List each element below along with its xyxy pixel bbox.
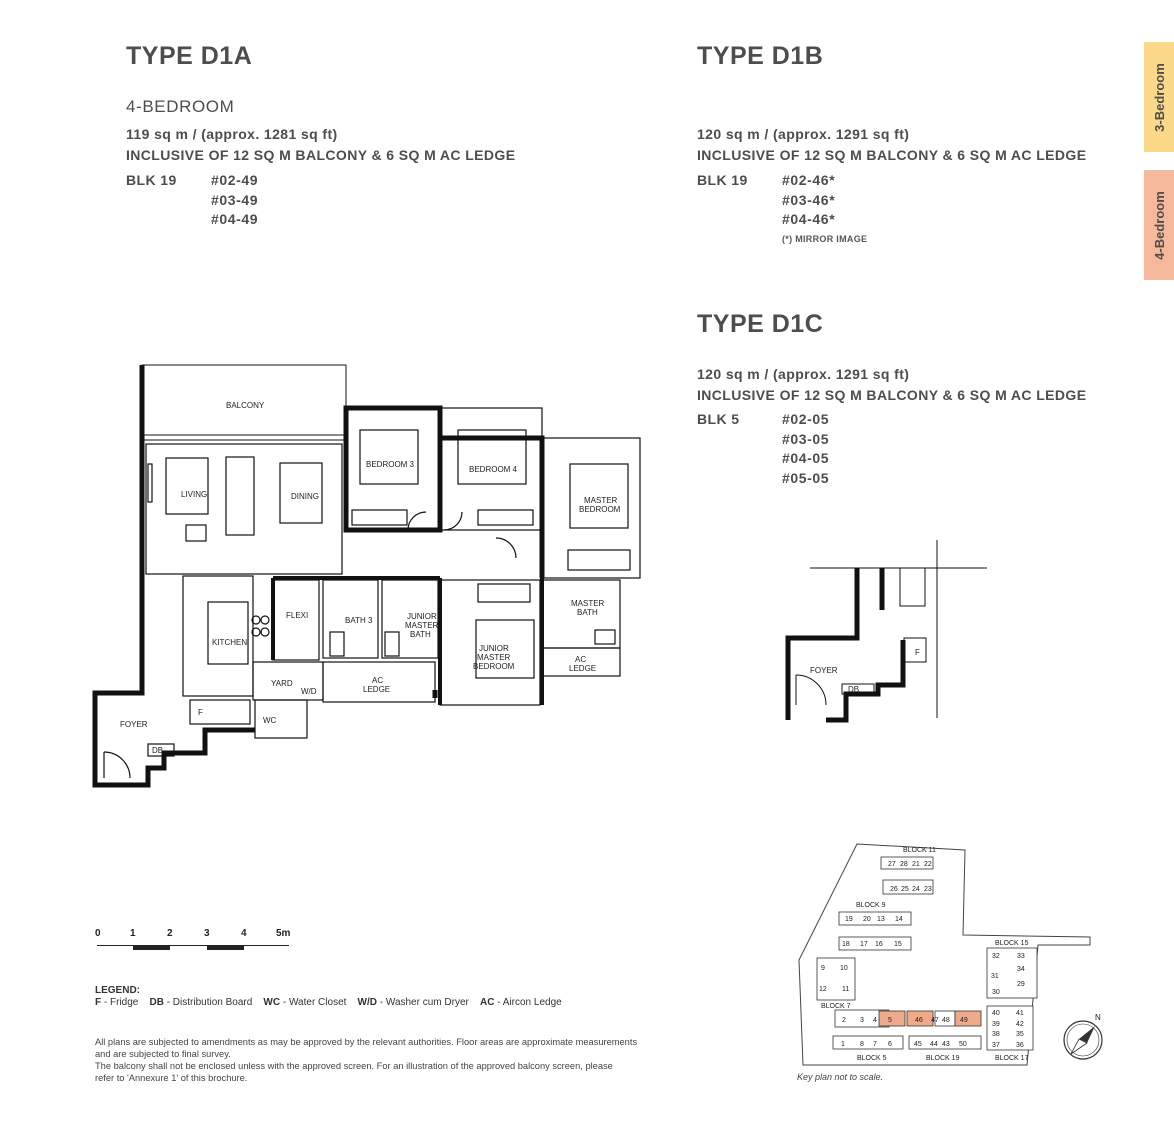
db-label: DB: [152, 746, 164, 755]
armchair: [186, 525, 206, 541]
ac-ledge-2-label-2: LEDGE: [569, 664, 597, 673]
flexi-outline: [273, 580, 319, 660]
keyplan-unit: 42: [1016, 1021, 1024, 1028]
ac-ledge-label-1: AC: [372, 676, 384, 685]
flexi-label: FLEXI: [286, 611, 309, 620]
type-d1a-bedroom-count: 4-BEDROOM: [126, 97, 235, 116]
unit-number: #04-49: [211, 211, 259, 227]
scale-tick: 5m: [276, 928, 291, 939]
keyplan-unit: 47: [931, 1017, 939, 1024]
unit-number: #03-49: [211, 191, 259, 208]
mirror-image-note: (*) MIRROR IMAGE: [782, 234, 868, 244]
keyplan-unit: 40: [992, 1010, 1000, 1017]
unit-number: #03-05: [782, 430, 830, 447]
key-plan: [795, 840, 1115, 1070]
keyplan-block-label: BLOCK 19: [926, 1055, 960, 1062]
keyplan-unit: 7: [873, 1041, 877, 1048]
keyplan-unit: 8: [860, 1041, 864, 1048]
keyplan-unit: 30: [992, 989, 1000, 996]
footnote-line: The balcony shall not be enclosed unless with the approved screen. For an illustration of the approved balcony screen, please: [95, 1061, 613, 1071]
foyer-label: FOYER: [120, 720, 148, 729]
d1c-db-label: DB: [848, 685, 860, 694]
ac-ledge-label-2: LEDGE: [363, 685, 391, 694]
keyplan-unit: 11: [842, 986, 850, 993]
keyplan-unit: 19: [845, 916, 853, 923]
footnote-line: and are subjected to final survey.: [95, 1049, 231, 1059]
keyplan-unit: 49: [960, 1017, 968, 1024]
keyplan-unit: 14: [895, 916, 903, 923]
keyplan-highlight-unit: [879, 1011, 905, 1026]
dining-label: DINING: [291, 492, 319, 501]
type-d1a-inclusive: INCLUSIVE OF 12 SQ M BALCONY & 6 SQ M AC LEDGE: [126, 147, 516, 163]
type-d1c-area: 120 sq m / (approx. 1291 sq ft): [697, 366, 910, 382]
compass-icon: [1064, 1013, 1102, 1059]
type-d1b-unit-list: [782, 171, 835, 230]
junior-bedroom-label-1: JUNIOR: [479, 644, 509, 653]
junior-master-bedroom-outline: [440, 580, 540, 705]
unit-number: #02-49: [211, 172, 259, 188]
unit-number: #02-46*: [782, 172, 836, 188]
footnotes: [95, 1036, 735, 1084]
floor-plan-d1c-partial: [780, 540, 995, 725]
keyplan-unit: 45: [914, 1041, 922, 1048]
scale-bar: [95, 928, 295, 958]
master-bedroom-label-1: MASTER: [584, 496, 618, 505]
bed-3: [360, 430, 418, 484]
keyplan-unit: 38: [992, 1031, 1000, 1038]
keyplan-unit: 35: [1016, 1031, 1024, 1038]
scale-tick: 1: [130, 928, 136, 939]
kitchen-outline: [183, 576, 253, 696]
keyplan-block-label: BLOCK 15: [995, 940, 1029, 947]
keyplan-unit: 43: [942, 1041, 950, 1048]
junior-bath-label-2: MASTER: [405, 621, 439, 630]
type-d1a-area: 119 sq m / (approx. 1281 sq ft): [126, 126, 338, 142]
keyplan-unit: 10: [840, 965, 848, 972]
keyplan-unit: 33: [1017, 953, 1025, 960]
keyplan-unit: 29: [1017, 981, 1025, 988]
keyplan-unit: 21: [912, 861, 920, 868]
legend-item: W/D - Washer cum Dryer: [357, 997, 469, 1008]
keyplan-unit: 27: [888, 861, 896, 868]
type-d1c-block: BLK 5: [697, 411, 740, 427]
footnote-line: All plans are subjected to amendments as may be approved by the relevant authorities. Floor areas are approximate measurements: [95, 1037, 638, 1047]
yard-label: YARD: [271, 679, 293, 688]
keyplan-unit: 20: [863, 916, 871, 923]
scale-tick: 3: [204, 928, 210, 939]
balcony-label: BALCONY: [226, 401, 265, 410]
unit-number: #03-46*: [782, 191, 836, 208]
unit-number: #02-05: [782, 411, 830, 427]
unit-number: #04-46*: [782, 211, 836, 227]
keyplan-block-label: BLOCK 5: [857, 1055, 887, 1062]
unit-number: #05-05: [782, 469, 830, 486]
bedroom-4-label: BEDROOM 4: [469, 465, 518, 474]
legend-item: DB - Distribution Board: [149, 997, 253, 1008]
scale-tick: 0: [95, 928, 101, 939]
north-label: N: [1095, 1013, 1101, 1022]
keyplan-unit: 4: [873, 1017, 877, 1024]
keyplan-block-label: BLOCK 7: [821, 1003, 851, 1010]
keyplan-unit: 15: [894, 941, 902, 948]
keyplan-unit: 13: [877, 916, 885, 923]
tab-4-bedroom-label: 4-Bedroom: [1151, 190, 1167, 260]
type-d1c-inclusive: INCLUSIVE OF 12 SQ M BALCONY & 6 SQ M AC LEDGE: [697, 387, 1087, 403]
legend-item: F - Fridge: [95, 997, 139, 1008]
keyplan-unit: 28: [900, 861, 908, 868]
junior-bedroom-label-2: MASTER: [477, 653, 511, 662]
scale-tick: 2: [167, 928, 173, 939]
type-d1c-unit-list: [782, 410, 829, 488]
keyplan-highlight-unit: [955, 1011, 981, 1026]
keyplan-unit: 16: [875, 941, 883, 948]
scale-tick: 4: [241, 928, 247, 939]
keyplan-block-label: BLOCK 11: [903, 847, 936, 854]
keyplan-unit: 22: [924, 861, 932, 868]
keyplan-unit: 26: [890, 886, 898, 893]
legend-title: LEGEND:: [95, 985, 140, 996]
keyplan-unit: 44: [930, 1041, 938, 1048]
keyplan-unit: 2: [842, 1017, 846, 1024]
keyplan-block-label: BLOCK 9: [856, 902, 886, 909]
type-d1a-block: BLK 19: [126, 172, 177, 188]
keyplan-unit: 3: [860, 1017, 864, 1024]
type-d1b-inclusive: INCLUSIVE OF 12 SQ M BALCONY & 6 SQ M AC LEDGE: [697, 147, 1087, 163]
keyplan-unit: 32: [992, 953, 1000, 960]
wc-label: WC: [263, 716, 277, 725]
type-d1b-area: 120 sq m / (approx. 1291 sq ft): [697, 126, 910, 142]
junior-bath-label-1: JUNIOR: [407, 612, 437, 621]
coffee-table: [166, 458, 208, 514]
ac-ledge-2-label-1: AC: [575, 655, 587, 664]
washer-dryer-label: W/D: [301, 687, 317, 696]
type-d1b-title: TYPE D1B: [697, 42, 824, 70]
site-boundary: [799, 844, 1090, 1065]
legend: [95, 997, 562, 1008]
legend-item: WC - Water Closet: [263, 997, 347, 1008]
key-plan-caption: Key plan not to scale.: [797, 1072, 884, 1082]
keyplan-unit: 18: [842, 941, 850, 948]
keyplan-unit: 37: [992, 1042, 1000, 1049]
type-d1b-block: BLK 19: [697, 172, 748, 188]
keyplan-unit: 36: [1016, 1042, 1024, 1049]
footnote-line: refer to 'Annexure 1' of this brochure.: [95, 1073, 248, 1083]
master-bath-label-1: MASTER: [571, 599, 605, 608]
d1c-fridge-label: F: [915, 648, 920, 657]
keyplan-unit: 41: [1016, 1010, 1024, 1017]
unit-number: #04-05: [782, 450, 830, 466]
keyplan-unit: 46: [915, 1017, 923, 1024]
type-d1c-title: TYPE D1C: [697, 310, 824, 338]
keyplan-unit: 31: [991, 973, 999, 980]
kitchen-label: KITCHEN: [212, 638, 248, 647]
tab-3-bedroom[interactable]: [1144, 42, 1174, 152]
keyplan-unit: 24: [912, 886, 920, 893]
keyplan-unit: 25: [901, 886, 909, 893]
keyplan-unit: 50: [959, 1041, 967, 1048]
outer-wall-left: [95, 365, 255, 785]
keyplan-block-label: BLOCK 17: [995, 1055, 1029, 1062]
keyplan-unit: 39: [992, 1021, 1000, 1028]
keyplan-unit: 5: [888, 1017, 892, 1024]
master-bath-label-2: BATH: [577, 608, 598, 617]
keyplan-unit: 12: [819, 986, 827, 993]
keyplan-unit: 9: [821, 965, 825, 972]
bedroom-3-label: BEDROOM 3: [366, 460, 415, 469]
keyplan-unit: 48: [942, 1017, 950, 1024]
type-d1a-title: TYPE D1A: [126, 42, 253, 70]
keyplan-unit: 34: [1017, 966, 1025, 973]
living-label: LIVING: [181, 490, 208, 499]
keyplan-unit: 6: [888, 1041, 892, 1048]
legend-item: AC - Aircon Ledge: [479, 997, 562, 1008]
junior-bedroom-label-3: BEDROOM: [473, 662, 515, 671]
type-d1a-unit-list: [211, 171, 258, 230]
outer-wall-right: [440, 438, 542, 578]
keyplan-unit: 23: [924, 886, 932, 893]
master-bedroom-label-2: BEDROOM: [579, 505, 621, 514]
d1c-foyer-label: FOYER: [810, 666, 838, 675]
floor-plan-d1a: [90, 360, 660, 790]
tab-3-bedroom-label: 3-Bedroom: [1151, 62, 1167, 132]
fridge-label: F: [198, 708, 203, 717]
sofa: [226, 457, 254, 535]
junior-bath-label-3: BATH: [410, 630, 431, 639]
bath-3-label: BATH 3: [345, 616, 373, 625]
keyplan-unit: 1: [841, 1041, 845, 1048]
tab-4-bedroom[interactable]: [1144, 170, 1174, 280]
keyplan-unit: 17: [860, 941, 868, 948]
